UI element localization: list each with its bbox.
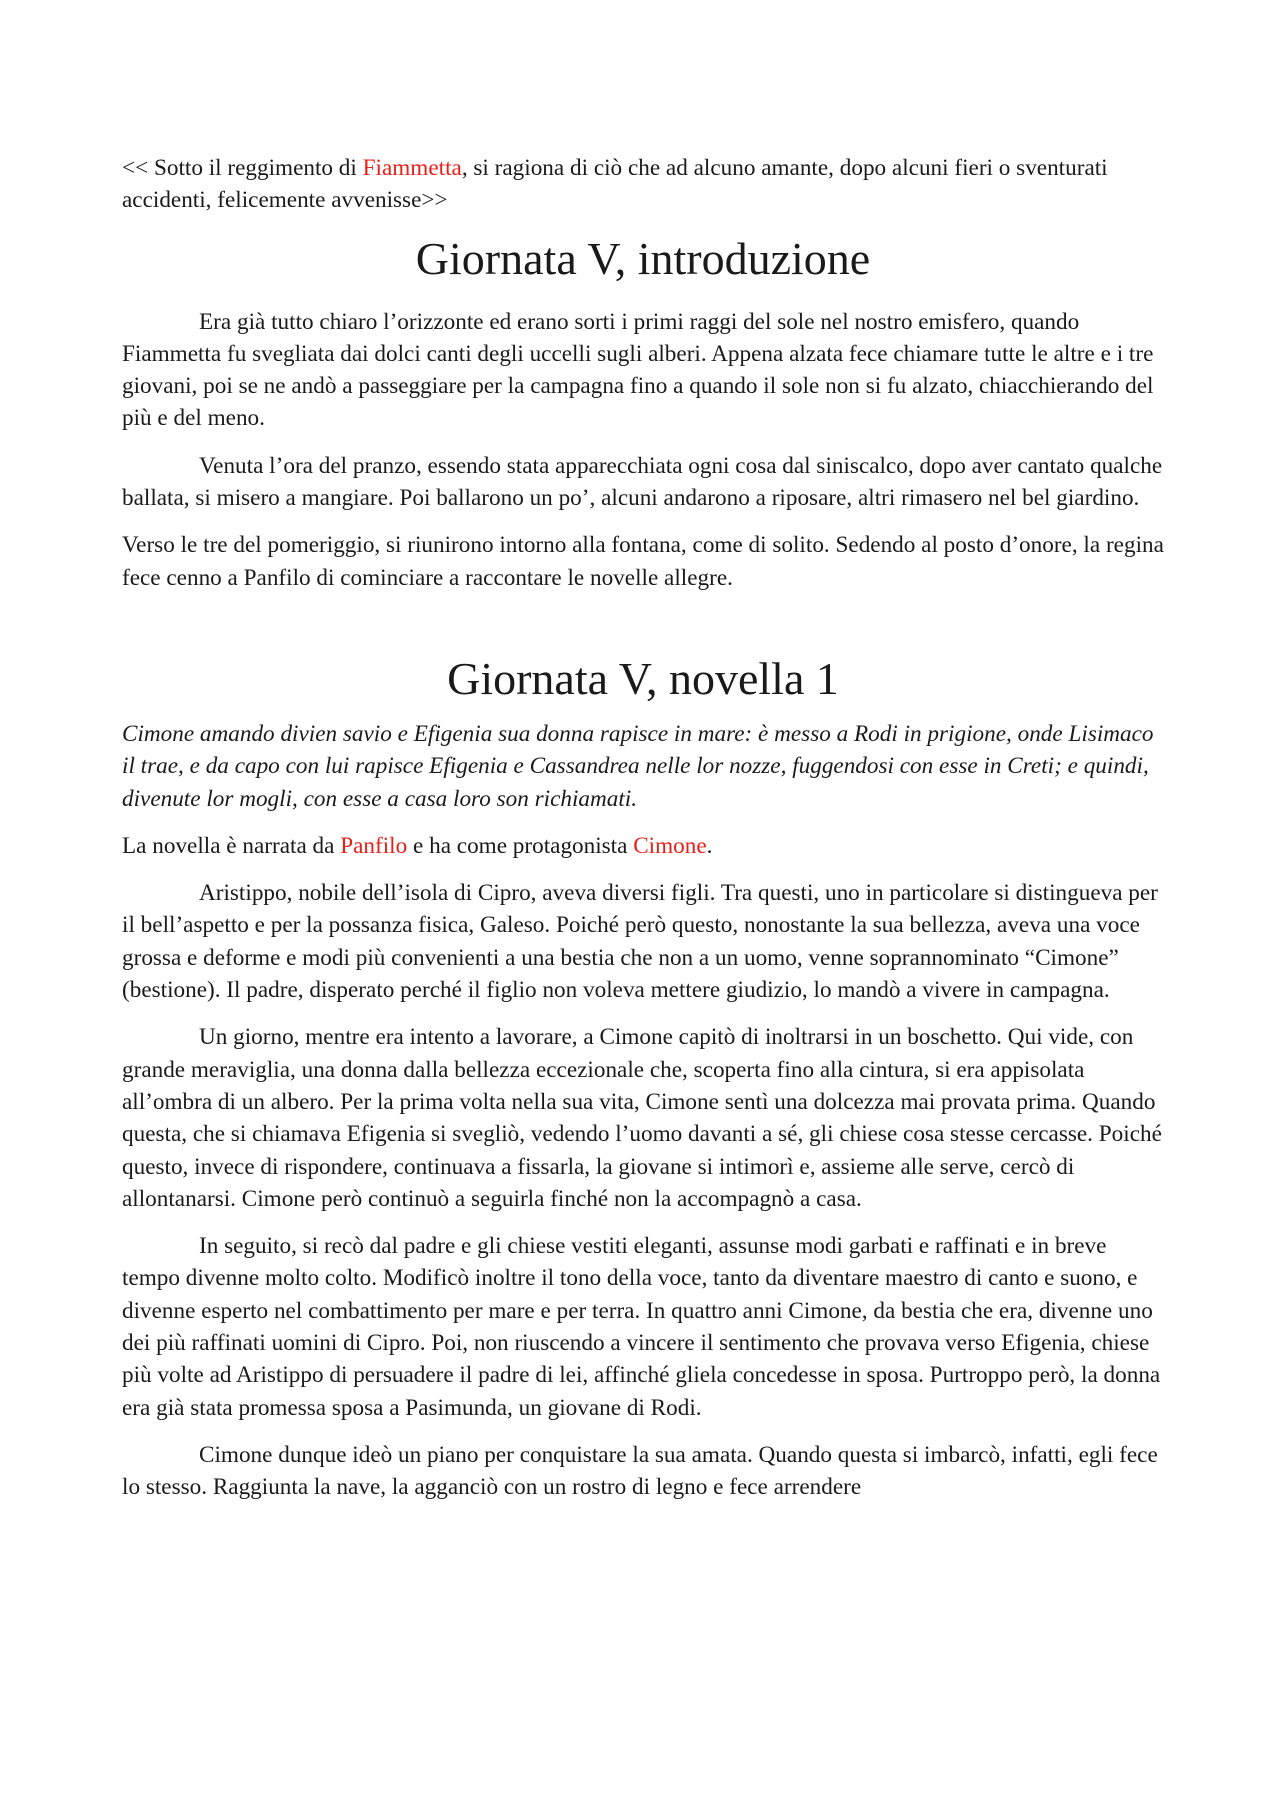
narrator-line <box>122 830 1164 862</box>
intro-paragraph-3: Verso le tre del pomeriggio, si riunirono intorno alla fontana, come di solito. Sedendo al posto d’onore, la regina fece cenno a Panfilo di cominciare a raccontare le novelle allegre. <box>122 532 1164 591</box>
novella-summary: Cimone amando divien savio e Efigenia sua donna rapisce in mare: è messo a Rodi in prigione, onde Lisimaco il trae, e da capo con lui rapisce Efigenia e Cassandrea nelle lor nozze, fuggendosi con esse in Creti; e quindi, divenute lor mogli, con esse a casa loro son richiamati. <box>122 720 1154 812</box>
intro-paragraph-1: Era già tutto chiaro l’orizzonte ed erano sorti i primi raggi del sole nel nostro emisfero, quando Fiammetta fu svegliata dai dolci canti degli uccelli sugli alberi. Appena alzata fece chiamare tutte le altre e i tre giovani, poi se ne andò a passeggiare per la campagna fino a quando il sole non si fu alzato, chiacchierando del più e del meno. <box>122 308 1154 432</box>
novella-paragraph-1: Aristippo, nobile dell’isola di Cipro, aveva diversi figli. Tra questi, uno in particolare si distingueva per il bell’aspetto e per la possanza fisica, Galeso. Poiché però questo, nonostante la sua bellezza, aveva una voce grossa e deforme e modi più convenienti a una bestia che non a un uomo, venne soprannominato “Cimone” (bestione). Il padre, disperato perché il figlio non voleva mettere giudizio, lo mandò a vivere in campagna. <box>122 880 1158 1004</box>
queen-name-highlight: Fiammetta <box>362 155 462 181</box>
novella-paragraph-4: Cimone dunque ideò un piano per conquistare la sua amata. Quando questa si imbarcò, infatti, egli fece lo stesso. Raggiunta la nave, la agganciò con un rostro di legno e fece arrendere <box>122 1441 1158 1501</box>
protagonist-name-highlight: Cimone <box>633 832 707 859</box>
narrator-middle: e ha come protagonista <box>407 832 634 859</box>
narrator-name-highlight: Panfilo <box>340 832 408 859</box>
day-description <box>122 152 1164 217</box>
novella-paragraph-2: Un giorno, mentre era intento a lavorare, a Cimone capitò di inoltrarsi in un boschetto. Qui vide, con grande meraviglia, una donna dalla bellezza eccezionale che, scoperta fino alla cintura, si era appisolata all’ombra di un albero. Per la prima volta nella sua vita, Cimone sentì una dolcezza mai provata prima. Quando questa, che si chiamava Efigenia si svegliò, vedendo l’uomo davanti a sé, gli chiese cosa stesse cercasse. Poiché questo, invece di rispondere, continuava a fissarla, la giovane si intimorì e, assieme alle serve, cercò di allontanarsi. Cimone però continuò a seguirla finché non la accompagnò a casa. <box>122 1024 1162 1212</box>
day-description-prefix: << Sotto il reggimento di <box>122 155 363 181</box>
narrator-suffix: . <box>706 832 713 859</box>
document-page <box>122 152 1164 1519</box>
intro-heading: Giornata V, introduzione <box>415 232 871 284</box>
narrator-prefix: La novella è narrata da <box>122 832 341 859</box>
intro-paragraph-2: Venuta l’ora del pranzo, essendo stata apparecchiata ogni cosa dal siniscalco, dopo aver cantato qualche ballata, si misero a mangiare. Poi ballarono un po’, alcuni andarono a riposare, altri rimasero nel bel giardino. <box>122 452 1163 512</box>
novella-heading: Giornata V, novella 1 <box>447 652 839 704</box>
day-description-suffix: , si ragiona di ciò che ad alcuno amante, dopo alcuni fieri o sventurati accidenti, felicemente avvenisse>> <box>122 155 1108 214</box>
novella-paragraph-3: In seguito, si recò dal padre e gli chiese vestiti eleganti, assunse modi garbati e raffinati e in breve tempo divenne molto colto. Modificò inoltre il tono della voce, tanto da diventare maestro di canto e suono, e divenne esperto nel combattimento per mare e per terra. In quattro anni Cimone, da bestia che era, divenne uno dei più raffinati uomini di Cipro. Poi, non riuscendo a vincere il sentimento che provava verso Efigenia, chiese più volte ad Aristippo di persuadere il padre di lei, affinché gliela concedesse in sposa. Purtroppo però, la donna era già stata promessa sposa a Pasimunda, un giovane di Rodi. <box>122 1233 1161 1421</box>
